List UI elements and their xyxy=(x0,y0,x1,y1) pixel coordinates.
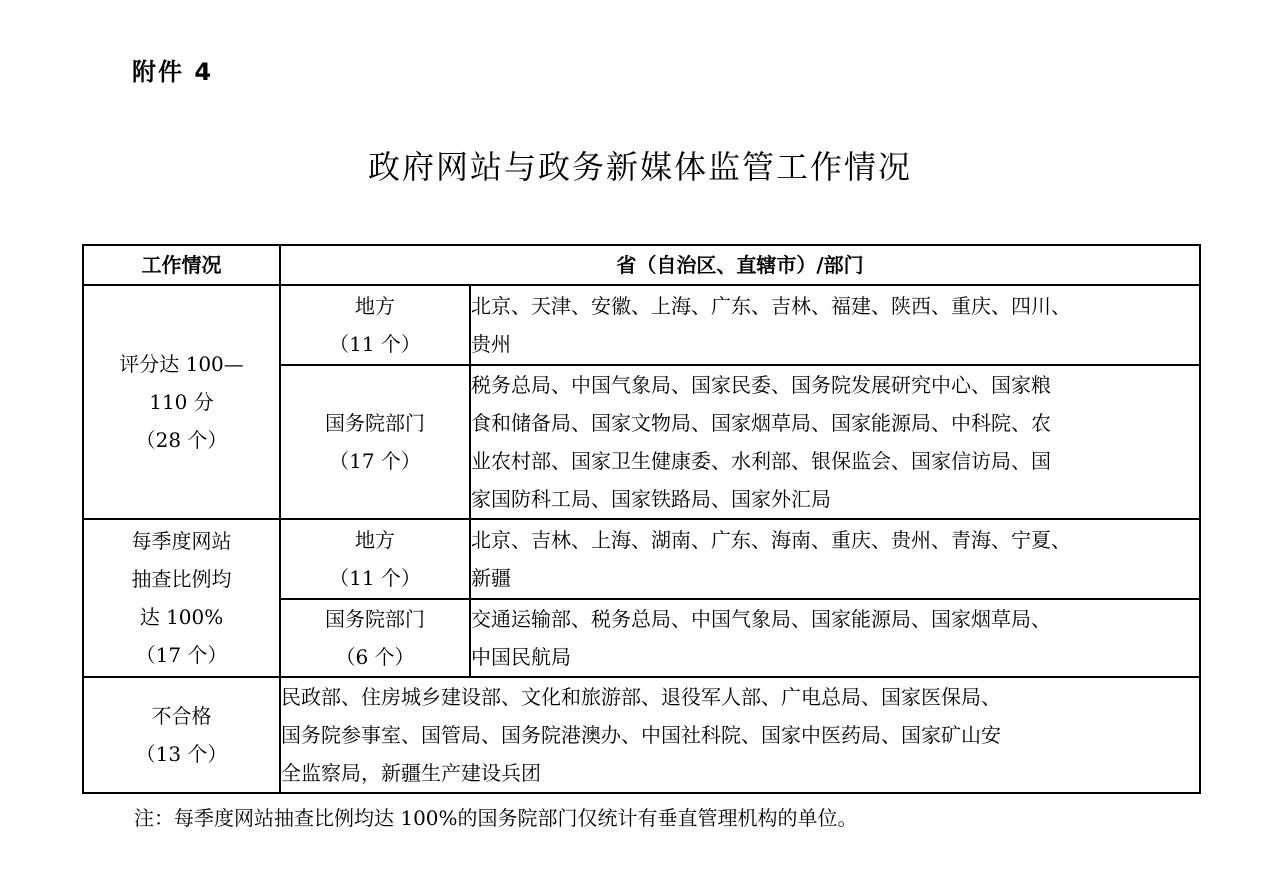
type-cell xyxy=(280,599,470,677)
table-header-row xyxy=(83,245,1200,285)
header-provinces-departments: 省（自治区、直辖市）/部门 xyxy=(280,245,1200,285)
category-cell-score xyxy=(83,285,280,519)
content-line: 税务总局、中国气象局、国家民委、国务院发展研究中心、国家粮 xyxy=(471,373,1051,397)
header-work-status: 工作情况 xyxy=(83,245,280,285)
content-cell xyxy=(280,677,1200,793)
category-line: 抽查比例均 xyxy=(131,567,232,591)
category-line: 评分达 100— xyxy=(119,352,244,376)
type-line: （11 个） xyxy=(329,332,421,356)
table-row xyxy=(83,285,1200,365)
content-cell xyxy=(470,599,1200,677)
content-cell xyxy=(470,365,1200,519)
footnote: 注：每季度网站抽查比例均达 100%的国务院部门仅统计有垂直管理机构的单位。 xyxy=(134,806,858,830)
type-line: 国务院部门 xyxy=(325,607,425,631)
type-line: 地方 xyxy=(355,294,395,318)
content-line: 新疆 xyxy=(471,566,511,590)
attachment-label: 附件 4 xyxy=(132,58,214,86)
content-cell xyxy=(470,285,1200,365)
category-cell-failed xyxy=(83,677,280,793)
supervision-table xyxy=(82,244,1201,794)
type-cell xyxy=(280,365,470,519)
type-line: （11 个） xyxy=(329,566,421,590)
type-line: （17 个） xyxy=(329,449,421,473)
content-line: 食和储备局、国家文物局、国家烟草局、国家能源局、中科院、农 xyxy=(471,411,1051,435)
type-line: （6 个） xyxy=(335,645,415,669)
category-line: 每季度网站 xyxy=(131,529,232,553)
category-line: （17 个） xyxy=(135,643,228,667)
type-cell xyxy=(280,285,470,365)
content-line: 民政部、住房城乡建设部、文化和旅游部、退役军人部、广电总局、国家医保局、 xyxy=(281,685,1001,709)
type-line: 国务院部门 xyxy=(325,411,425,435)
table-row xyxy=(83,519,1200,599)
content-line: 北京、天津、安徽、上海、广东、吉林、福建、陕西、重庆、四川、 xyxy=(471,294,1071,318)
document-title: 政府网站与政务新媒体监管工作情况 xyxy=(367,148,912,186)
content-line: 业农村部、国家卫生健康委、水利部、银保监会、国家信访局、国 xyxy=(471,449,1051,473)
content-line: 国务院参事室、国管局、国务院港澳办、中国社科院、国家中医药局、国家矿山安 xyxy=(281,723,1001,747)
category-line: （13 个） xyxy=(135,742,228,766)
category-line: 110 分 xyxy=(149,390,214,414)
category-line: 不合格 xyxy=(151,704,212,728)
content-line: 北京、吉林、上海、湖南、广东、海南、重庆、贵州、青海、宁夏、 xyxy=(471,528,1071,552)
category-cell-sampling xyxy=(83,519,280,677)
content-cell xyxy=(470,519,1200,599)
content-line: 中国民航局 xyxy=(471,645,571,669)
content-line: 家国防科工局、国家铁路局、国家外汇局 xyxy=(471,487,831,511)
type-cell xyxy=(280,519,470,599)
content-line: 交通运输部、税务总局、中国气象局、国家能源局、国家烟草局、 xyxy=(471,607,1051,631)
type-line: 地方 xyxy=(355,528,395,552)
category-line: 达 100% xyxy=(139,605,224,629)
content-line: 贵州 xyxy=(471,332,511,356)
table-row xyxy=(83,677,1200,793)
category-line: （28 个） xyxy=(135,428,228,452)
content-line: 全监察局，新疆生产建设兵团 xyxy=(281,761,541,785)
